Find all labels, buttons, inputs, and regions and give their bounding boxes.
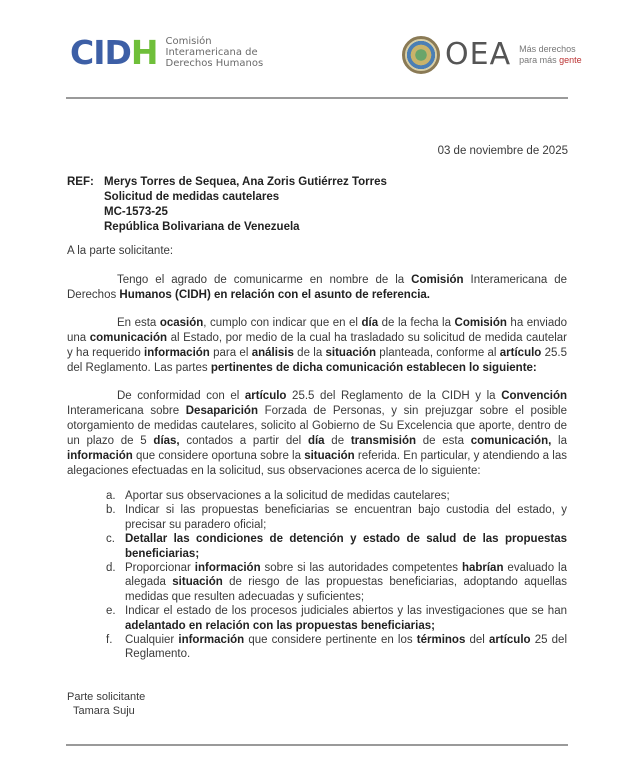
list-item	[106, 633, 567, 662]
bold-run: comunicación	[89, 332, 168, 344]
text-run: Cualquier	[125, 634, 179, 647]
text-run: 25.5 del Reglamento de la CIDH y la	[286, 390, 502, 402]
signature-role: Parte solicitante	[67, 691, 146, 703]
bold-run: situación	[304, 450, 355, 462]
text-run: De conformidad con el	[117, 390, 245, 402]
bold-run: día	[307, 435, 325, 447]
bold-run: Convención	[501, 390, 568, 402]
bold-run: Comisión	[454, 317, 507, 329]
ref-label: REF:	[67, 176, 94, 188]
ref-line-subject: Solicitud de medidas cautelares	[104, 191, 280, 203]
bold-run: días,	[153, 435, 180, 447]
bold-run: información	[178, 634, 245, 647]
text-run: de	[324, 435, 351, 447]
paragraph-1	[67, 273, 567, 303]
text-run: del	[465, 634, 490, 647]
text-run: Tengo el agrado de comunicarme en nombre de la	[117, 274, 412, 286]
text-run: sobre si las autoridades competentes	[260, 562, 462, 575]
text-run: referida. En particular, y atendiendo a las alegaciones efectuadas en la solicitud, sus observaciones acerca de lo siguiente:	[67, 450, 567, 477]
bold-run: adelantado en relación con las propuestas beneficiarias;	[125, 619, 435, 632]
ref-lines	[104, 175, 504, 235]
list-item	[106, 532, 567, 561]
text-run: 25.5 del Reglamento. Las partes	[67, 347, 568, 374]
text-run: de riesgo de las propuestas beneficiarias, adoptando aquellas medidas que resulten adecuadas y suficientes;	[125, 576, 567, 603]
request-list	[106, 489, 567, 662]
ref-line-case-number: MC-1573-25	[104, 206, 168, 218]
signature-name: Tamara Suju	[73, 705, 135, 717]
text-run: que considere oportuna sobre la	[132, 450, 305, 462]
bold-run: ocasión	[159, 317, 204, 329]
text-run: que considere pertinente en los	[244, 634, 417, 647]
text-run: Forzada de Personas, y sin prejuzgar sobre el posible otorgamiento de medidas cautelares, solicito al Gobierno de Su Excelencia que aporte, dentro de un plazo de 5	[67, 405, 567, 447]
list-marker: c.	[106, 533, 115, 546]
list-item	[106, 503, 567, 532]
oea-tagline	[519, 44, 582, 66]
list-item	[106, 604, 567, 633]
text-run: la	[551, 435, 567, 447]
text-run: Interamericana sobre	[67, 405, 186, 417]
text-run: Indicar si las propuestas beneficiarias se encuentran bajo custodia del estado, y precisar su paradero oficial;	[125, 504, 567, 531]
text-run: ha enviado una	[67, 317, 568, 344]
cidh-name-line: Derechos Humanos	[165, 58, 264, 69]
oea-logo-text: OEA	[445, 37, 512, 72]
oea-tagline-line2-a: para más	[519, 55, 560, 65]
bold-run: artículo	[499, 347, 542, 359]
cidh-logo-mark	[70, 33, 158, 72]
ref-line-country: República Bolivariana de Venezuela	[104, 221, 300, 233]
list-marker: f.	[106, 634, 113, 647]
ref-line-names: Merys Torres de Sequea, Ana Zoris Gutiérrez Torres	[104, 176, 387, 188]
text-run: Proporcionar	[125, 562, 195, 575]
bold-run: información	[144, 347, 210, 359]
bold-run: situación	[325, 347, 376, 359]
bold-run: información	[67, 450, 133, 462]
bold-run: artículo	[244, 390, 287, 402]
oea-tagline-line2	[519, 55, 582, 66]
bold-run: situación	[172, 576, 223, 589]
bold-run: Detallar las condiciones de detención y estado de salud de las propuestas beneficiarias;	[125, 533, 567, 560]
text-run: contados a partir del	[179, 435, 308, 447]
list-item	[106, 489, 567, 503]
bold-run: Humanos (CIDH) en relación con el asunto de referencia.	[119, 289, 430, 301]
text-run: para el	[209, 347, 252, 359]
bold-run: Comisión	[411, 274, 464, 286]
text-run: Aportar sus observaciones a la solicitud de medidas cautelares;	[125, 490, 450, 502]
list-marker: d.	[106, 562, 116, 575]
text-run: , cumplo con indicar que en el	[203, 317, 362, 329]
cidh-name-line: Comisión	[165, 36, 212, 47]
text-run: planteada, conforme al	[376, 347, 500, 359]
footer-divider	[66, 744, 568, 746]
list-marker: a.	[106, 490, 116, 502]
salutation: A la parte solicitante:	[67, 245, 174, 257]
bold-run: comunicación,	[470, 435, 552, 447]
text-run: evaluado la alegada	[125, 562, 567, 589]
oea-tagline-line1: Más derechos	[519, 44, 576, 54]
list-item	[106, 561, 567, 604]
text-run: de la	[293, 347, 326, 359]
header-divider	[66, 97, 568, 99]
bold-run: día	[361, 317, 379, 329]
bold-run: Desaparición	[185, 405, 258, 417]
text-run: Interamericana de Derechos	[67, 274, 567, 301]
text-run: 25 del Reglamento.	[125, 634, 567, 661]
bold-run: pertinentes de dicha comunicación establecen lo siguiente:	[210, 362, 537, 374]
cidh-logo-mark-accent: H	[130, 33, 158, 72]
oas-seal-icon	[402, 36, 440, 74]
list-marker: e.	[106, 605, 116, 618]
text-run: de la fecha la	[378, 317, 455, 329]
bold-run: términos	[416, 634, 466, 647]
bold-run: artículo	[489, 634, 531, 647]
bold-run: habrían	[461, 562, 504, 575]
text-run: al Estado, por medio de la cual ha trasladado su solicitud de medida cautelar y ha requerido	[67, 332, 567, 359]
paragraph-2	[67, 316, 567, 376]
letter-date: 03 de noviembre de 2025	[437, 145, 568, 157]
text-run: Indicar el estado de los procesos judiciales abiertos y las investigaciones que se han	[125, 605, 567, 618]
bold-run: transmisión	[350, 435, 417, 447]
cidh-logo	[70, 33, 264, 72]
cidh-logo-name	[166, 36, 264, 69]
bold-run: información	[194, 562, 261, 575]
cidh-name-line: Interamericana de	[165, 47, 258, 58]
paragraph-3	[67, 389, 567, 479]
text-run: En esta	[117, 317, 160, 329]
signature-block	[67, 690, 145, 718]
oea-logo	[402, 36, 582, 74]
oea-tagline-line2-b: gente	[559, 55, 582, 65]
bold-run: análisis	[251, 347, 294, 359]
text-run: de esta	[416, 435, 471, 447]
cidh-logo-mark-main: CID	[70, 33, 131, 72]
list-marker: b.	[106, 504, 116, 517]
